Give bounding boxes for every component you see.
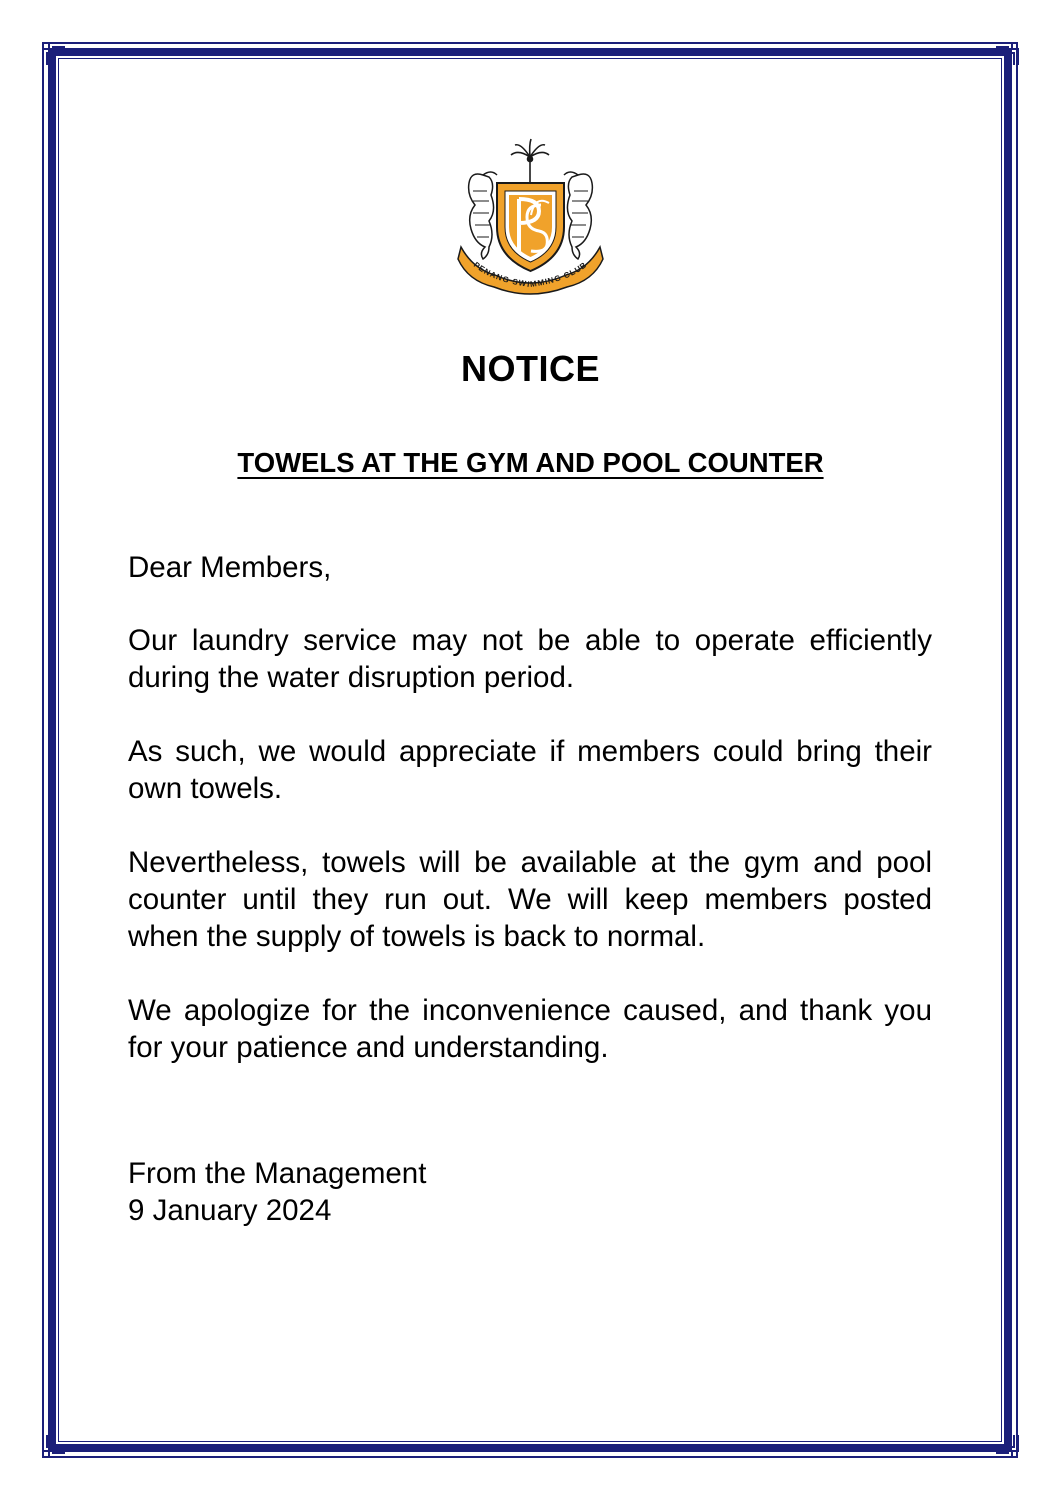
club-crest-logo bbox=[443, 135, 618, 295]
closing-signature: From the Management bbox=[128, 1157, 427, 1190]
paragraph-availability: Nevertheless, towels will be available at the gym and pool counter until they run out. We will keep members posted when the supply of towels is back to normal. bbox=[128, 846, 932, 953]
right-seahorse-icon bbox=[564, 172, 592, 259]
paragraph-bring-towels: As such, we would appreciate if members could bring their own towels. bbox=[128, 735, 932, 805]
notice-title: NOTICE bbox=[460, 348, 600, 389]
crest-ribbon-text: PENANG SWIMMING CLUB bbox=[471, 260, 589, 290]
corner-ornament-bottom-right bbox=[994, 1433, 1020, 1459]
paragraph-laundry: Our laundry service may not be able to operate efficiently during the water disruption period. bbox=[128, 624, 932, 694]
paragraph-apology: We apologize for the inconvenience caused, and thank you for your patience and understanding. bbox=[128, 994, 932, 1064]
notice-subtitle: TOWELS AT THE GYM AND POOL COUNTER bbox=[237, 447, 824, 478]
left-seahorse-icon bbox=[469, 172, 497, 259]
corner-ornament-bottom-left bbox=[41, 1433, 67, 1459]
crest-shield-icon bbox=[497, 183, 564, 271]
notice-date: 9 January 2024 bbox=[128, 1194, 332, 1227]
corner-ornament-top-left bbox=[41, 41, 67, 67]
corner-ornament-top-right bbox=[994, 41, 1020, 67]
salutation: Dear Members, bbox=[128, 551, 332, 584]
palm-tree-icon bbox=[511, 139, 549, 183]
